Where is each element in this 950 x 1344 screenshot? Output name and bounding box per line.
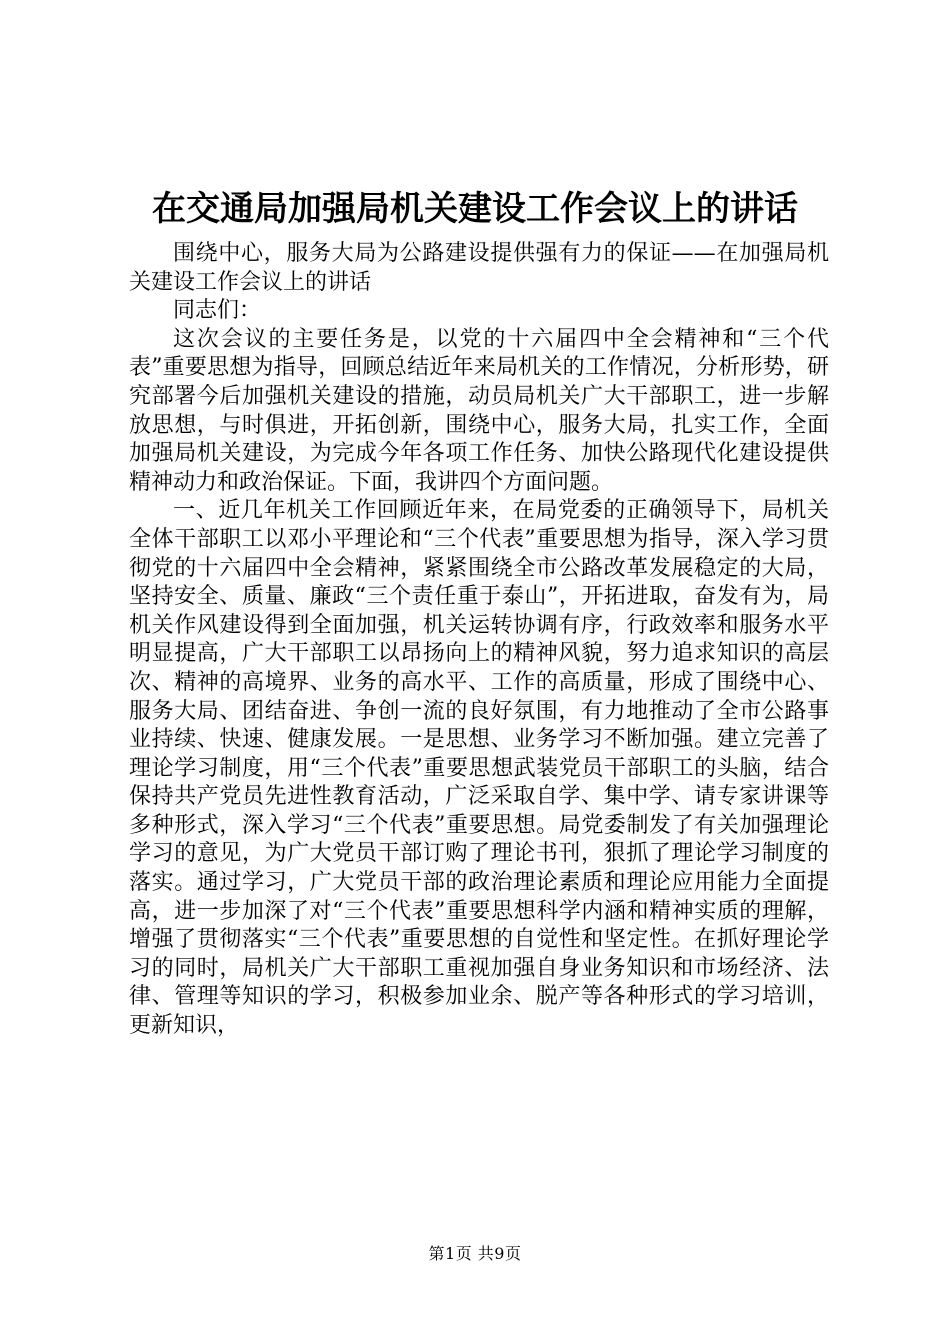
body-paragraph: 一、近几年机关工作回顾近年来，在局党委的正确领导下，局机关全体干部职工以邓小平理论和“三个代表”重要思想为指导，深入学习贯彻党的十六届四中全会精神，紧紧围绕全市公路改革发展稳定的大局，坚持安全、质量、廉政“三个责任重于泰山”，开拓进取，奋发有为，局机关作风建设得到全面加强，机关运转协调有序，行政效率和服务水平明显提高，广大干部职工以昂扬向上的精神风貌，努力追求知识的高层次、精神的高境界、业务的高水平、工作的高质量，形成了围绕中心、服务大局、团结奋进、争创一流的良好氛围，有力地推动了全市公路事业持续、快速、健康发展。一是思想、业务学习不断加强。建立完善了理论学习制度，用“三个代表”重要思想武装党员干部职工的头脑，结合保持共产党员先进性教育活动，广泛采取自学、集中学、请专家讲课等多种形式，深入学习“三个代表”重要思想。局党委制发了有关加强理论学习的意见，为广大党员干部订购了理论书刊，狠抓了理论学习制度的落实。通过学习，广大党员干部的政治理论素质和理论应用能力全面提高，进一步加深了对“三个代表”重要思想科学内涵和精神实质的理解，增强了贯彻落实“三个代表”重要思想的自觉性和坚定性。在抓好理论学习的同时，局机关广大干部职工重视加强自身业务知识和市场经济、法律、管理等知识的学习，积极参加业余、脱产等各种形式的学习培训，更新知识，: [129, 498, 829, 1039]
salutation-paragraph: 同志们：: [173, 298, 262, 324]
body-paragraph: 这次会议的主要任务是，以党的十六届四中全会精神和“三个代表”重要思想为指导，回顾总结近年来局机关的工作情况，分析形势，研究部署今后加强机关建设的措施，动员局机关广大干部职工，进一步解放思想，与时俱进，开拓创新，围绕中心，服务大局，扎实工作，全面加强局机关建设，为完成今年各项工作任务、加快公路现代化建设提供精神动力和政治保证。下面，我讲四个方面问题。: [129, 326, 829, 495]
subtitle-paragraph: 围绕中心，服务大局为公路建设提供强有力的保证——在加强局机关建设工作会议上的讲话: [129, 241, 829, 295]
document-title: 在交通局加强局机关建设工作会议上的讲话: [152, 189, 798, 229]
document-body: [129, 240, 829, 1041]
page-footer: 第1页 共9页: [428, 1244, 522, 1263]
